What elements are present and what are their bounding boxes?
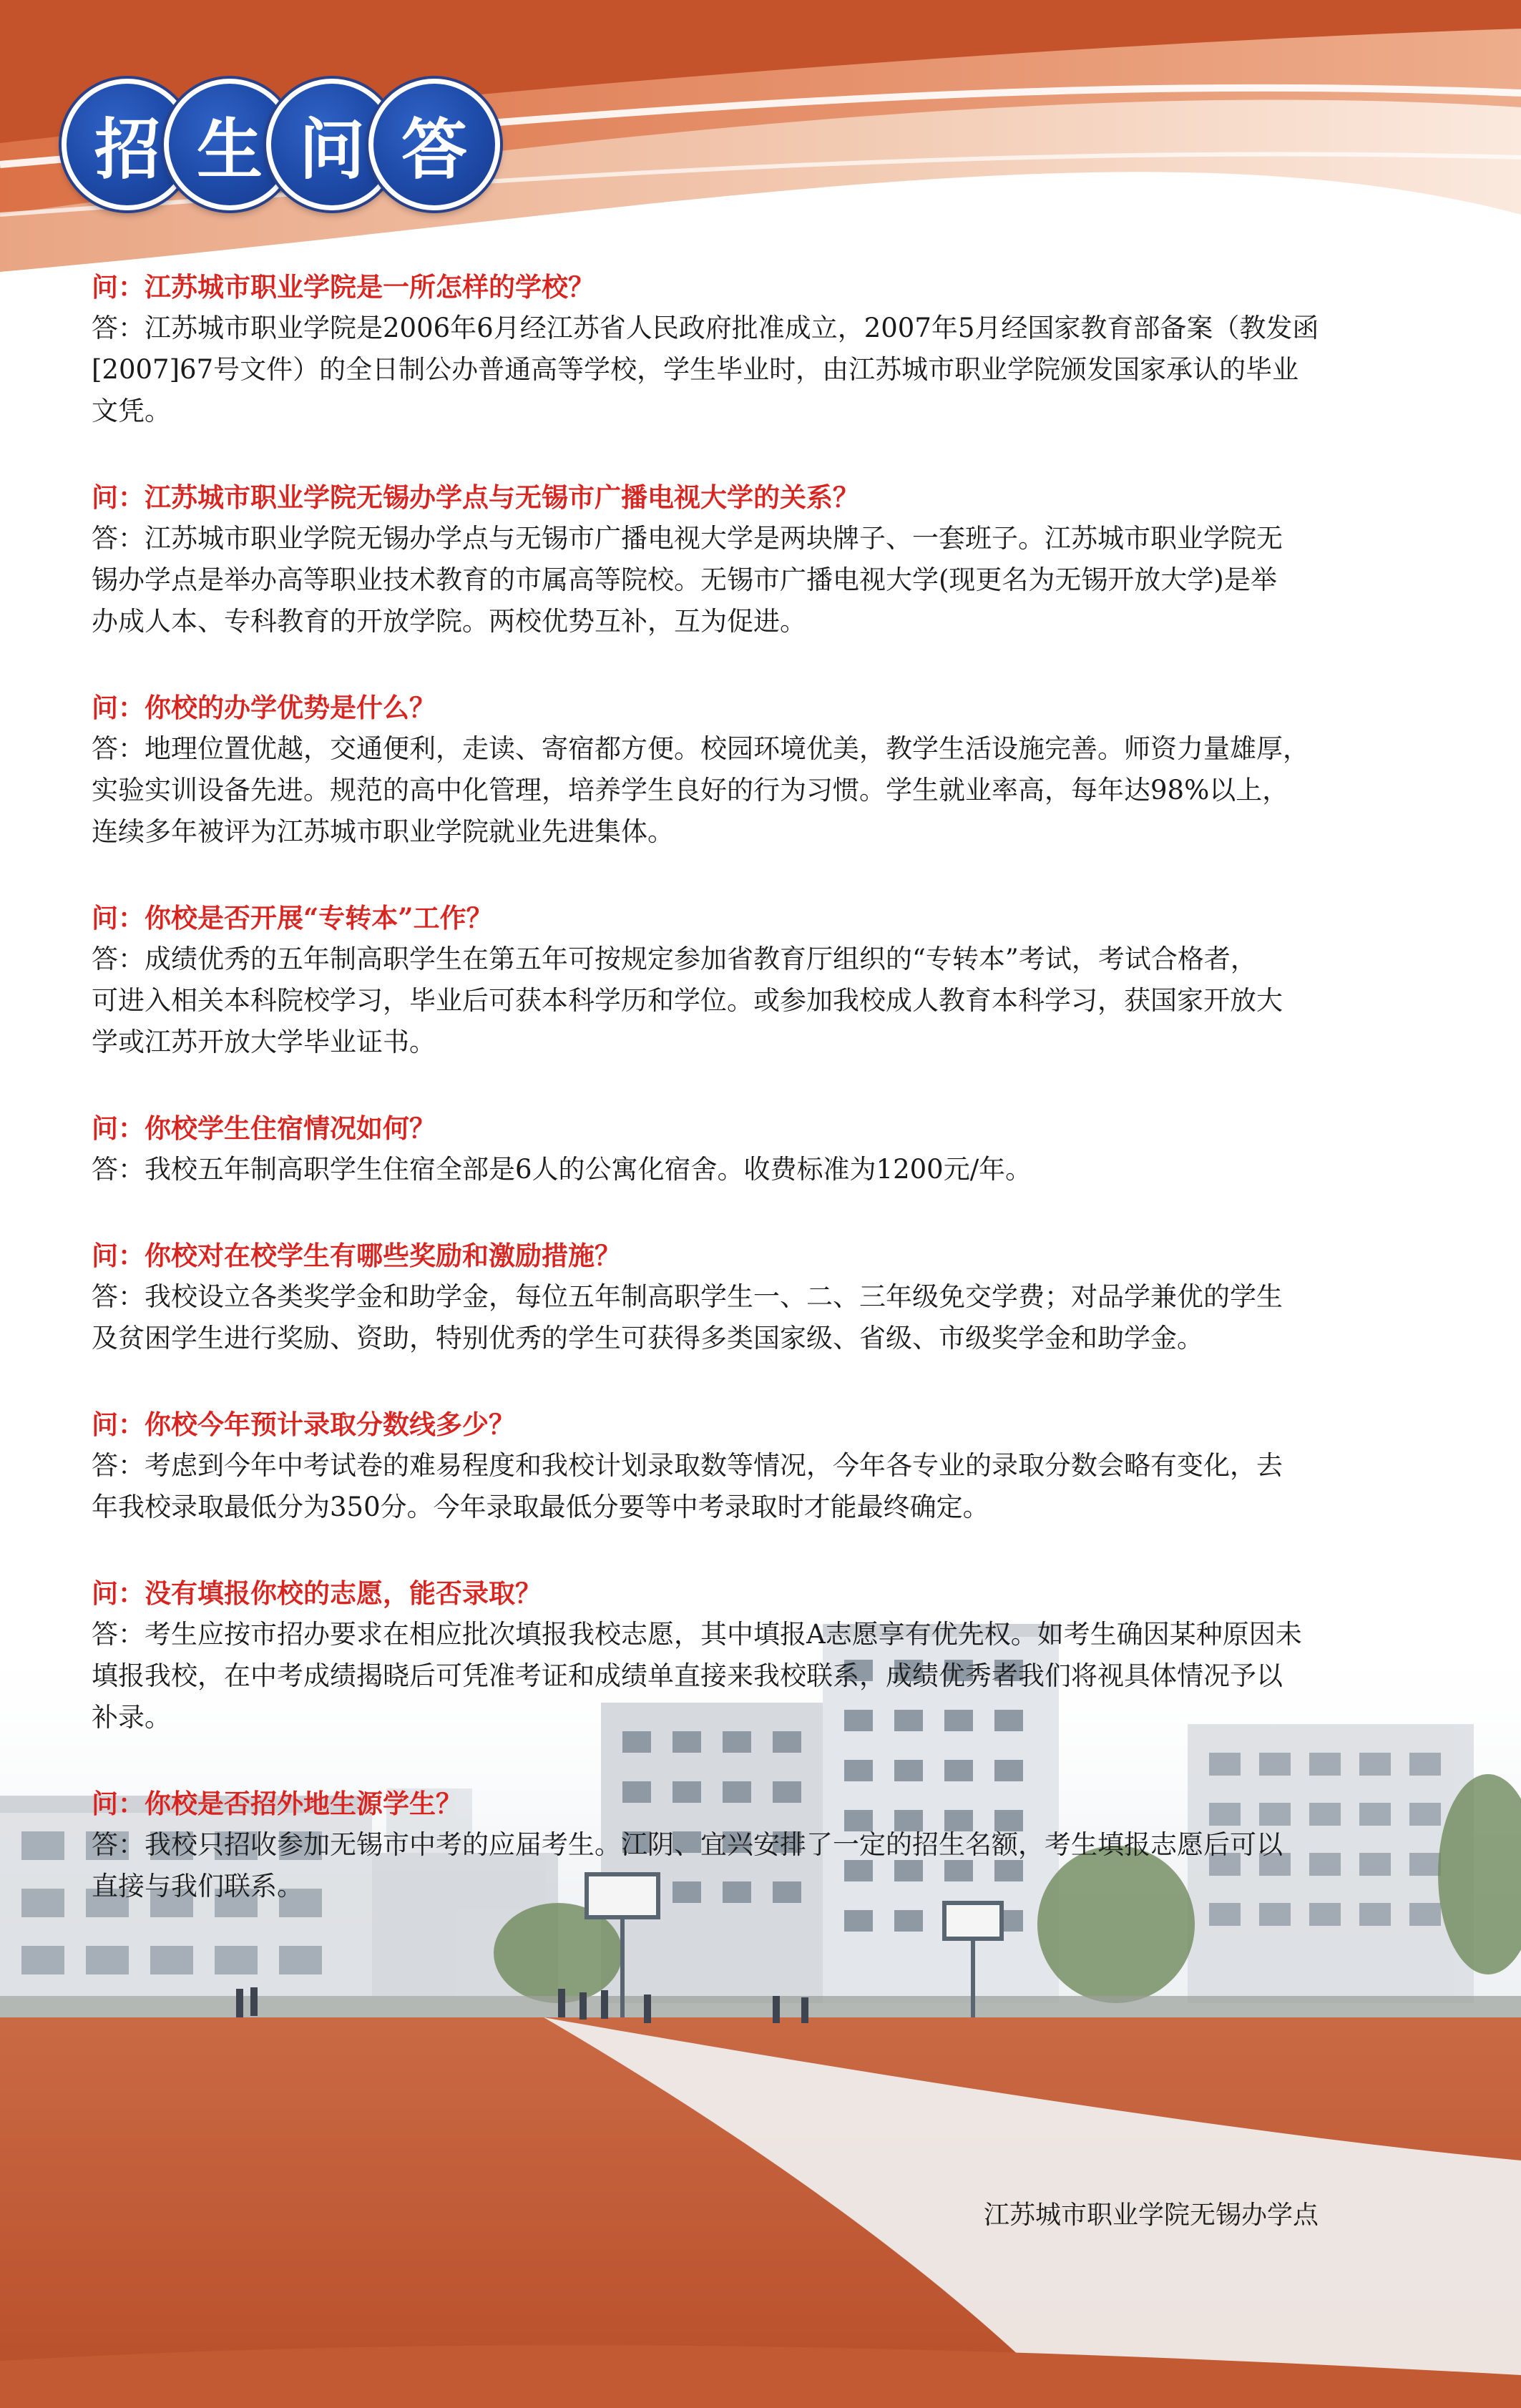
qa-item bbox=[92, 1235, 1451, 1359]
answer-line: 答：考虑到今年中考试卷的难易程度和我校计划录取数等情况，今年各专业的录取分数会略有变化，去 bbox=[92, 1450, 1283, 1481]
answer-line: 答：地理位置优越，交通便利，走读、寄宿都方便。校园环境优美，教学生活设施完善。师资力量雄厚， bbox=[92, 733, 1309, 764]
question: 问：江苏城市职业学院无锡办学点与无锡市广播电视大学的关系？ bbox=[92, 481, 859, 513]
answer-line: 答：我校只招收参加无锡市中考的应届考生。江阴、宜兴安排了一定的招生名额，考生填报志愿后可以 bbox=[92, 1829, 1283, 1860]
answer-line: 办成人本、专科教育的开放学院。两校优势互补，互为促进。 bbox=[92, 606, 806, 637]
qa-item bbox=[92, 476, 1451, 642]
answer-line: 年我校录取最低分为350分。今年录取最低分要等中考录取时才能最终确定。 bbox=[92, 1492, 989, 1522]
answer-line: 答：我校五年制高职学生住宿全部是6人的公寓化宿舍。收费标准为1200元/年。 bbox=[92, 1154, 1032, 1185]
question: 问：你校学生住宿情况如何？ bbox=[92, 1112, 436, 1144]
title-badge-3: 问 bbox=[266, 79, 398, 210]
answer-line: 学或江苏开放大学毕业证书。 bbox=[92, 1027, 436, 1057]
answer-line: 答：考生应按市招办要求在相应批次填报我校志愿，其中填报A志愿享有优先权。如考生确因某种原因未 bbox=[92, 1619, 1302, 1650]
qa-item bbox=[92, 687, 1451, 853]
question: 问：你校的办学优势是什么？ bbox=[92, 692, 436, 723]
answer-line: 连续多年被评为江苏城市职业学院就业先进集体。 bbox=[92, 816, 674, 847]
question: 问：江苏城市职业学院是一所怎样的学校？ bbox=[92, 271, 595, 303]
qa-item bbox=[92, 1783, 1451, 1907]
qa-item bbox=[92, 1572, 1451, 1738]
answer-line: 答：江苏城市职业学院是2006年6月经江苏省人民政府批准成立，2007年5月经国家教育部备案（教发函 bbox=[92, 313, 1319, 343]
title-badges bbox=[62, 79, 491, 207]
answer-line: 答：我校设立各类奖学金和助学金，每位五年制高职学生一、二、三年级免交学费；对品学兼优的学生 bbox=[92, 1281, 1283, 1312]
question: 问：你校今年预计录取分数线多少？ bbox=[92, 1409, 515, 1440]
title-badge-2: 生 bbox=[164, 79, 295, 210]
question: 问：没有填报你校的志愿，能否录取？ bbox=[92, 1577, 542, 1609]
answer-line: [2007]67号文件）的全日制公办普通高等学校，学生毕业时，由江苏城市职业学院颁发国家承认的毕业 bbox=[92, 354, 1299, 385]
answer-line: 文凭。 bbox=[92, 396, 171, 426]
answer-line: 答：江苏城市职业学院无锡办学点与无锡市广播电视大学是两块牌子、一套班子。江苏城市职业学院无 bbox=[92, 523, 1283, 554]
answer-line: 直接与我们联系。 bbox=[92, 1871, 303, 1902]
qa-item bbox=[92, 1107, 1451, 1190]
answer-line: 实验实训设备先进。规范的高中化管理，培养学生良好的行为习惯。学生就业率高，每年达98%以上， bbox=[92, 775, 1289, 806]
answer-line: 及贫困学生进行奖励、资助，特别优秀的学生可获得多类国家级、省级、市级奖学金和助学金。 bbox=[92, 1323, 1203, 1354]
answer-line: 可进入相关本科院校学习，毕业后可获本科学历和学位。或参加我校成人教育本科学习，获国家开放大 bbox=[92, 985, 1283, 1016]
answer-line: 答：成绩优秀的五年制高职学生在第五年可按规定参加省教育厅组织的“专转本”考试，考试合格者， bbox=[92, 944, 1257, 974]
title-badge-1: 招 bbox=[62, 79, 193, 210]
footer-caption: 江苏城市职业学院无锡办学点 bbox=[984, 2201, 1319, 2230]
question: 问：你校是否招外地生源学生？ bbox=[92, 1788, 462, 1819]
qa-item bbox=[92, 266, 1451, 432]
answer-line: 锡办学点是举办高等职业技术教育的市属高等院校。无锡市广播电视大学(现更名为无锡开放大学)是举 bbox=[92, 564, 1277, 595]
qa-list bbox=[92, 266, 1451, 1907]
qa-item bbox=[92, 1404, 1451, 1528]
title-badge-4: 答 bbox=[368, 79, 500, 210]
question: 问：你校对在校学生有哪些奖励和激励措施？ bbox=[92, 1240, 621, 1271]
answer-line: 补录。 bbox=[92, 1702, 171, 1733]
answer-line: 填报我校，在中考成绩揭晓后可凭准考证和成绩单直接来我校联系，成绩优秀者我们将视具体情况予以 bbox=[92, 1660, 1283, 1691]
question: 问：你校是否开展“专转本”工作？ bbox=[92, 902, 493, 934]
qa-item bbox=[92, 897, 1451, 1063]
